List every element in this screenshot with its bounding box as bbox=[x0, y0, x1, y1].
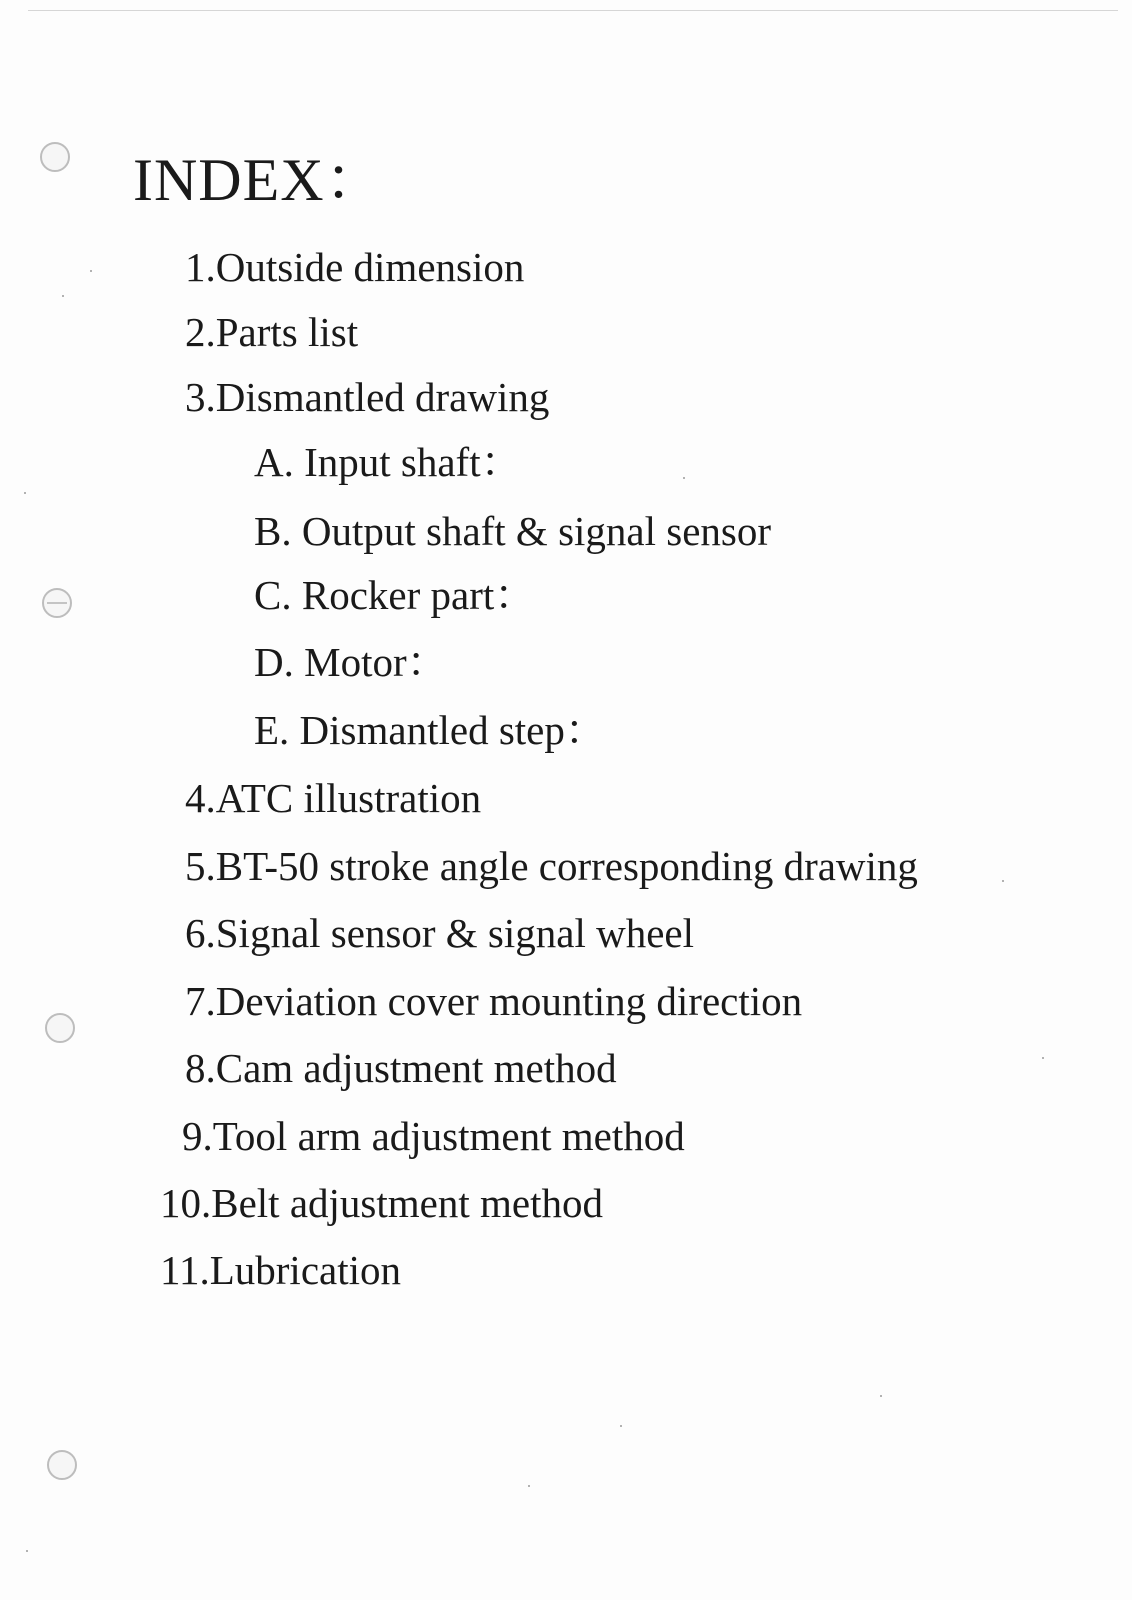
index-item-dismantled-drawing: 3.Dismantled drawing bbox=[185, 374, 550, 420]
page-top-edge bbox=[28, 10, 1118, 11]
scan-speck bbox=[683, 477, 685, 479]
index-item-atc-illustration: 4.ATC illustration bbox=[185, 775, 482, 821]
index-subitem-dismantled-step: E. Dismantled step： bbox=[254, 707, 606, 753]
punch-hole-1 bbox=[40, 142, 70, 172]
scan-speck bbox=[1042, 1057, 1044, 1059]
index-item-belt-adjustment: 10.Belt adjustment method bbox=[160, 1180, 603, 1226]
index-item-bt50-stroke-angle: 5.BT-50 stroke angle corresponding drawing bbox=[185, 843, 918, 889]
index-item-tool-arm-adjustment: 9.Tool arm adjustment method bbox=[182, 1113, 685, 1159]
scan-speck bbox=[880, 1395, 882, 1397]
scan-speck bbox=[24, 492, 26, 494]
scan-speck bbox=[90, 270, 92, 272]
scan-speck bbox=[528, 1485, 530, 1487]
scan-speck bbox=[26, 1550, 28, 1552]
punch-hole-4 bbox=[47, 1450, 77, 1480]
scan-speck bbox=[62, 295, 64, 297]
index-item-deviation-cover: 7.Deviation cover mounting direction bbox=[185, 978, 803, 1024]
index-item-parts-list: 2.Parts list bbox=[185, 309, 359, 355]
index-item-outside-dimension: 1.Outside dimension bbox=[185, 244, 525, 290]
index-subitem-rocker-part: C. Rocker part： bbox=[254, 572, 536, 618]
index-item-cam-adjustment: 8.Cam adjustment method bbox=[185, 1045, 617, 1091]
index-subitem-motor: D. Motor： bbox=[254, 639, 448, 685]
index-item-signal-sensor-wheel: 6.Signal sensor & signal wheel bbox=[185, 910, 695, 956]
punch-hole-3 bbox=[45, 1013, 75, 1043]
index-item-lubrication: 11.Lubrication bbox=[160, 1247, 401, 1293]
punch-hole-2 bbox=[42, 588, 72, 618]
scan-speck bbox=[620, 1425, 622, 1427]
index-title: INDEX： bbox=[133, 147, 386, 213]
index-subitem-output-shaft: B. Output shaft & signal sensor bbox=[254, 508, 772, 554]
index-subitem-input-shaft: A. Input shaft： bbox=[254, 439, 522, 485]
scan-speck bbox=[1002, 880, 1004, 882]
